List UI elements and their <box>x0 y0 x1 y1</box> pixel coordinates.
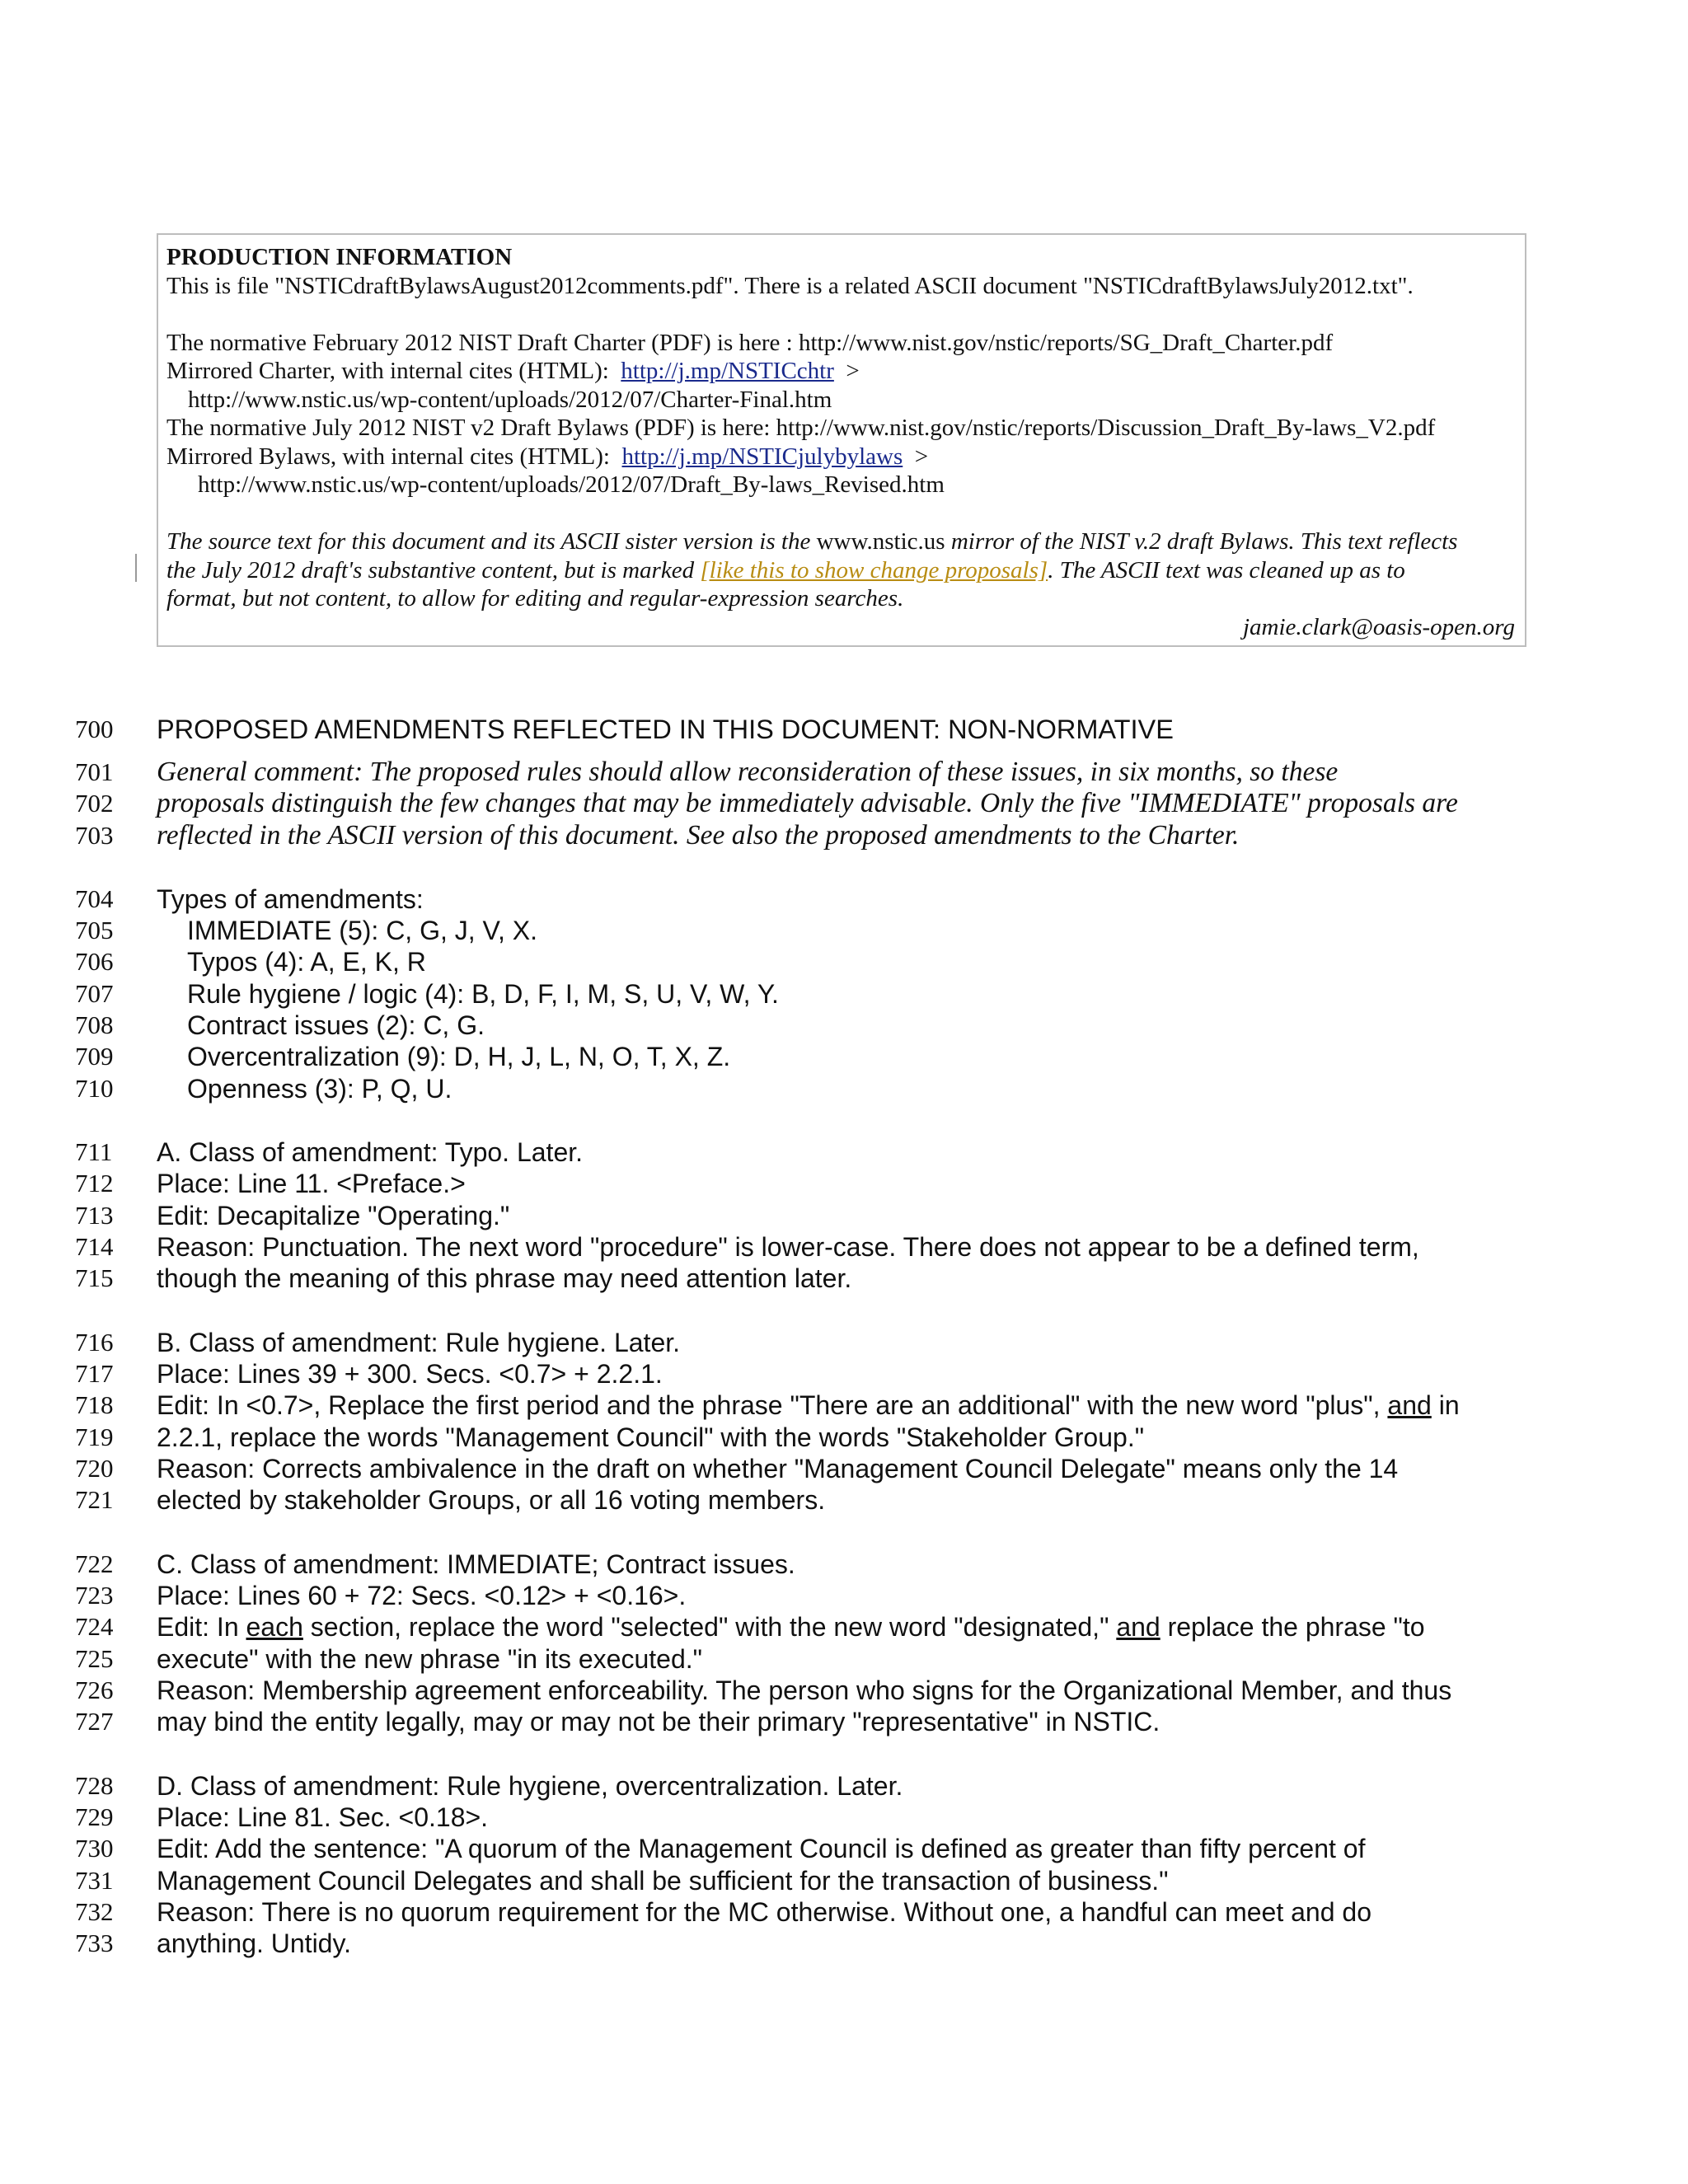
bylaws-arrow: > <box>914 443 929 470</box>
line-number: 701 <box>75 757 114 786</box>
line-number: 721 <box>75 1485 114 1514</box>
underlined-word: and <box>1387 1390 1432 1420</box>
line-number: 731 <box>75 1866 114 1895</box>
line-number: 713 <box>75 1201 114 1230</box>
doc-line-720 <box>0 1453 1688 1484</box>
doc-line-726 <box>0 1675 1688 1706</box>
change-bar <box>135 554 137 582</box>
underlined-word: and <box>1116 1612 1160 1642</box>
source-note-2a: the July 2012 draft's substantive content, but is marked <box>166 556 695 583</box>
doc-line-713 <box>0 1200 1688 1231</box>
doc-line-732 <box>0 1896 1688 1928</box>
doc-line-718 <box>0 1390 1688 1421</box>
line-number: 719 <box>75 1422 114 1451</box>
production-info-title: PRODUCTION INFORMATION <box>166 244 513 270</box>
change-proposal-sample: [like this to show change proposals] <box>700 556 1048 583</box>
doc-line-701 <box>0 757 1688 788</box>
source-note-2c: . The ASCII text was cleaned up as to <box>1048 556 1405 583</box>
mirrored-charter-url: http://www.nstic.us/wp-content/uploads/2012/07/Charter-Final.htm <box>188 386 832 413</box>
line-text: Contract issues (2): C, G. <box>187 1010 485 1040</box>
charter-line: The normative February 2012 NIST Draft Charter (PDF) is here : http://www.nist.gov/nstic/reports/SG_Draft_Charter.pdf <box>166 329 1334 356</box>
line-text: Reason: There is no quorum requirement for the MC otherwise. Without one, a handful can meet and do <box>157 1897 1372 1927</box>
source-note-line-3: format, but not content, to allow for editing and regular-expression searches. <box>166 585 904 612</box>
line-text: D. Class of amendment: Rule hygiene, overcentralization. Later. <box>157 1771 903 1801</box>
doc-line-723 <box>0 1580 1688 1611</box>
line-number: 717 <box>75 1359 114 1388</box>
production-info-box <box>157 233 1526 647</box>
doc-line-719 <box>0 1422 1688 1453</box>
source-note-line-2 <box>166 556 1517 585</box>
doc-line-700 <box>0 714 1688 745</box>
doc-line-717 <box>0 1358 1688 1390</box>
doc-line-733 <box>0 1928 1688 1959</box>
line-number: 729 <box>75 1802 114 1831</box>
line-text-part: replace the phrase "to <box>1160 1612 1425 1642</box>
mirrored-bylaws-line <box>166 443 1517 471</box>
doc-line-709 <box>0 1041 1688 1072</box>
source-note-1a: The source text for this document and its ASCII sister version is the <box>166 528 811 555</box>
mirrored-charter-label: Mirrored Charter, with internal cites (HTML): <box>166 358 609 384</box>
line-text-part: in <box>1431 1390 1460 1420</box>
line-text-part: section, replace the word "selected" with the new word "designated," <box>302 1612 1117 1642</box>
doc-line-715 <box>0 1263 1688 1294</box>
doc-line-716 <box>0 1327 1688 1358</box>
line-text: A. Class of amendment: Typo. Later. <box>157 1137 584 1167</box>
doc-line-714 <box>0 1231 1688 1263</box>
line-text: though the meaning of this phrase may need attention later. <box>157 1263 852 1293</box>
line-number: 716 <box>75 1328 114 1357</box>
contact-email: jamie.clark@oasis-open.org <box>1242 613 1515 640</box>
line-text: Overcentralization (9): D, H, J, L, N, O, T, X, Z. <box>187 1042 731 1071</box>
line-number: 720 <box>75 1454 114 1483</box>
line-text: proposals distinguish the few changes that may be immediately advisable. Only the five "IMMEDIATE" proposals are <box>157 788 1458 818</box>
line-number: 700 <box>75 715 114 743</box>
doc-line-704 <box>0 883 1688 915</box>
doc-line-727 <box>0 1706 1688 1737</box>
line-number: 708 <box>75 1010 114 1039</box>
line-number: 727 <box>75 1707 114 1736</box>
doc-line-702 <box>0 788 1688 819</box>
doc-line-729 <box>0 1802 1688 1833</box>
line-number: 722 <box>75 1549 114 1578</box>
line-number: 709 <box>75 1042 114 1071</box>
doc-line-707 <box>0 978 1688 1010</box>
line-text: elected by stakeholder Groups, or all 16 voting members. <box>157 1485 826 1515</box>
line-text-part: Edit: In <box>157 1612 246 1642</box>
doc-line-721 <box>0 1484 1688 1516</box>
doc-line-706 <box>0 946 1688 977</box>
line-text: 2.2.1, replace the words "Management Council" with the words "Stakeholder Group." <box>157 1422 1145 1452</box>
mirrored-bylaws-url: http://www.nstic.us/wp-content/uploads/2012/07/Draft_By-laws_Revised.htm <box>198 471 945 498</box>
line-text: Place: Line 11. <Preface.> <box>157 1169 466 1198</box>
doc-line-724 <box>0 1611 1688 1643</box>
source-note-1c: mirror of the NIST v.2 draft Bylaws. This text reflects <box>950 528 1458 555</box>
line-text-part: Edit: In <0.7>, Replace the first period and the phrase "There are an additional" with the new word "plus", <box>157 1390 1388 1420</box>
line-text: Reason: Punctuation. The next word "procedure" is lower-case. There does not appear to be a defined term, <box>157 1232 1419 1262</box>
line-text: B. Class of amendment: Rule hygiene. Later. <box>157 1328 681 1357</box>
charter-arrow: > <box>846 358 860 384</box>
section-heading: PROPOSED AMENDMENTS REFLECTED IN THIS DOCUMENT: NON-NORMATIVE <box>157 715 1174 744</box>
line-text: Place: Lines 60 + 72: Secs. <0.12> + <0.16>. <box>157 1581 687 1610</box>
line-number: 712 <box>75 1169 114 1197</box>
line-number: 725 <box>75 1644 114 1673</box>
line-number: 730 <box>75 1834 114 1863</box>
charter-short-link[interactable]: http://j.mp/NSTICchtr <box>621 358 834 384</box>
doc-line-722 <box>0 1549 1688 1580</box>
line-text: C. Class of amendment: IMMEDIATE; Contract issues. <box>157 1549 795 1579</box>
line-text: Types of amendments: <box>157 884 424 914</box>
bylaws-short-link[interactable]: http://j.mp/NSTICjulybylaws <box>621 443 903 470</box>
line-text: Reason: Corrects ambivalence in the draft on whether "Management Council Delegate" means only the 14 <box>157 1454 1399 1483</box>
line-text: Typos (4): A, E, K, R <box>187 947 426 977</box>
doc-line-712 <box>0 1168 1688 1199</box>
line-text: Rule hygiene / logic (4): B, D, F, I, M, S, U, V, W, Y. <box>187 979 779 1009</box>
doc-line-728 <box>0 1770 1688 1802</box>
line-number: 726 <box>75 1675 114 1704</box>
line-text: Place: Line 81. Sec. <0.18>. <box>157 1802 489 1832</box>
line-text <box>157 1611 1425 1643</box>
line-number: 724 <box>75 1612 114 1641</box>
line-number: 704 <box>75 884 114 913</box>
line-number: 723 <box>75 1581 114 1610</box>
doc-line-711 <box>0 1137 1688 1168</box>
line-number: 728 <box>75 1771 114 1800</box>
doc-line-730 <box>0 1833 1688 1864</box>
line-text <box>157 1390 1460 1421</box>
bylaws-line: The normative July 2012 NIST v2 Draft Bylaws (PDF) is here: http://www.nist.gov/nstic/reports/Discussion_Draft_By-laws_V2.pdf <box>166 415 1436 441</box>
line-number: 703 <box>75 821 114 850</box>
line-text: IMMEDIATE (5): C, G, J, V, X. <box>187 916 537 945</box>
source-note-line-1 <box>166 527 1517 556</box>
line-text: anything. Untidy. <box>157 1929 351 1958</box>
line-number: 702 <box>75 789 114 818</box>
line-number: 706 <box>75 947 114 976</box>
line-number: 710 <box>75 1074 114 1103</box>
line-number: 733 <box>75 1929 114 1957</box>
doc-line-710 <box>0 1073 1688 1104</box>
line-number: 732 <box>75 1897 114 1926</box>
line-text: execute" with the new phrase "in its executed." <box>157 1644 702 1674</box>
line-text: Edit: Add the sentence: "A quorum of the Management Council is defined as greater than fifty percent of <box>157 1834 1366 1863</box>
line-text: Edit: Decapitalize "Operating." <box>157 1201 510 1230</box>
file-line: This is file "NSTICdraftBylawsAugust2012comments.pdf". There is a related ASCII document "NSTICdraftBylawsJuly2012.txt". <box>166 272 1414 299</box>
line-number: 715 <box>75 1263 114 1292</box>
line-text: reflected in the ASCII version of this document. See also the proposed amendments to the Charter. <box>157 820 1240 851</box>
mirrored-bylaws-label: Mirrored Bylaws, with internal cites (HTML): <box>166 443 610 470</box>
doc-line-731 <box>0 1865 1688 1896</box>
source-note-site: www.nstic.us <box>816 528 945 555</box>
line-text: Reason: Membership agreement enforceability. The person who signs for the Organizational Member, and thus <box>157 1675 1452 1705</box>
doc-line-725 <box>0 1643 1688 1675</box>
line-number: 711 <box>75 1137 113 1166</box>
line-text: General comment: The proposed rules should allow reconsideration of these issues, in six months, so these <box>157 757 1339 787</box>
line-number: 718 <box>75 1390 114 1419</box>
doc-line-703 <box>0 820 1688 851</box>
doc-line-705 <box>0 915 1688 946</box>
doc-line-708 <box>0 1010 1688 1041</box>
line-text: Openness (3): P, Q, U. <box>187 1074 452 1104</box>
line-number: 705 <box>75 916 114 944</box>
mirrored-charter-line <box>166 357 1517 386</box>
line-number: 707 <box>75 979 114 1008</box>
line-number: 714 <box>75 1232 114 1261</box>
underlined-word: each <box>246 1612 303 1642</box>
line-text: Place: Lines 39 + 300. Secs. <0.7> + 2.2.1. <box>157 1359 663 1389</box>
line-text: may bind the entity legally, may or may not be their primary "representative" in NSTIC. <box>157 1707 1160 1736</box>
line-text: Management Council Delegates and shall be sufficient for the transaction of business." <box>157 1866 1169 1896</box>
